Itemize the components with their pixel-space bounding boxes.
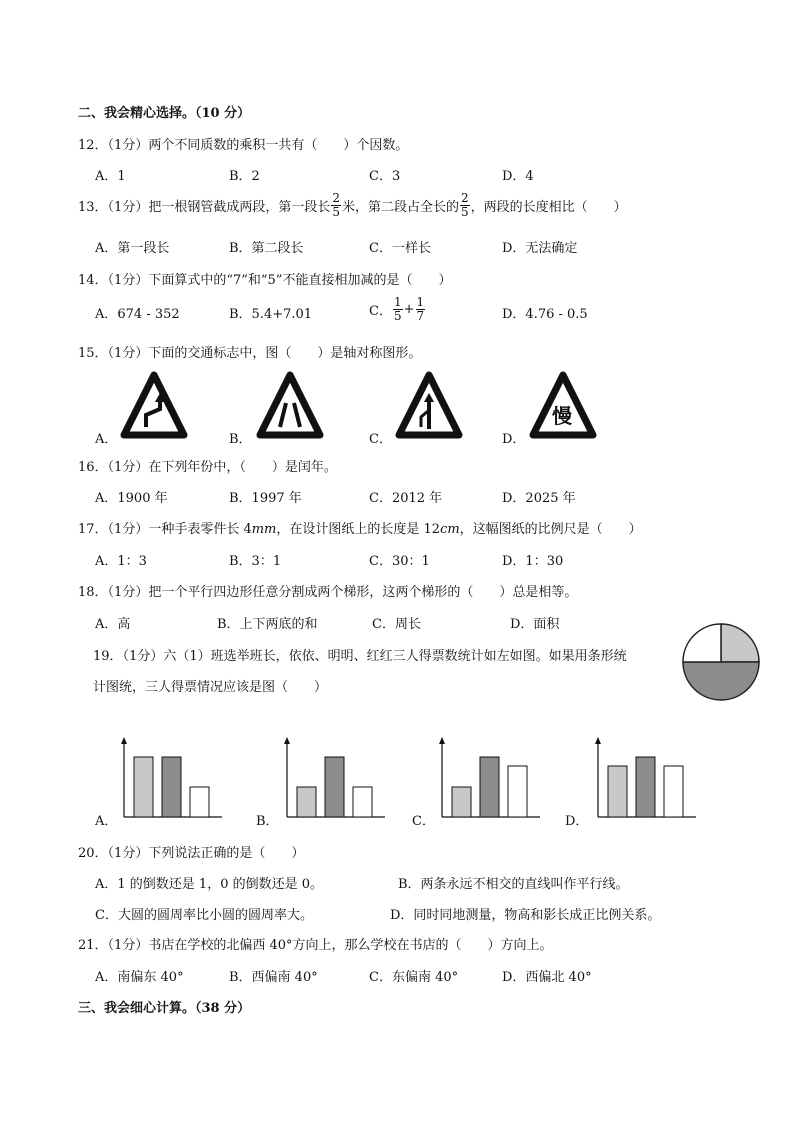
question-17-stem: 17．（1分）一种手表零件长 4mm，在设计图纸上的长度是 12cm，这幅图纸的比例尺是（ ）	[78, 522, 642, 537]
q15-option-b: B．	[229, 432, 252, 447]
bar-1	[452, 787, 471, 817]
pie-slice-1	[721, 624, 759, 662]
bar-3	[190, 787, 209, 817]
unit-mm: mm	[251, 522, 277, 537]
bar-3	[508, 766, 527, 817]
question-14-stem: 14．（1分）下面算式中的“7”和“5”不能直接相加减的是（ ）	[78, 273, 452, 288]
q18-option-a: A．高	[95, 617, 131, 632]
q13-fraction-2: $\frac{2}{5}$	[460, 191, 469, 219]
q13-fraction-1: $\frac{2}{5}$	[332, 191, 340, 219]
q21-option-c: C．东偏南 40°	[369, 970, 459, 985]
pie-slice-2	[683, 662, 759, 700]
q19-option-b: B．	[256, 814, 279, 829]
q13-stem-part-a: 13．（1分）把一根钢管截成两段，第一段长	[78, 200, 331, 215]
section-heading-3: 三、我会细心计算。（38 分）	[78, 1001, 251, 1016]
q20-option-c: C．大圆的圆周率比小圆的圆周率大。	[95, 908, 313, 923]
q16-option-b: B．1997 年	[229, 491, 302, 506]
bar-2	[480, 757, 499, 817]
bar-chart-option-d	[592, 735, 702, 821]
q13-stem-part-c: ，两段的长度相比（ ）	[470, 200, 627, 215]
question-21-stem: 21．（1分）书店在学校的北偏西 40°方向上，那么学校在书店的（ ）方向上。	[78, 938, 553, 953]
y-axis-arrow	[439, 737, 445, 744]
bar-1	[134, 757, 153, 817]
question-19-stem-line-2: 计图统，三人得票情况应该是图（ ）	[93, 680, 328, 695]
q13-option-b: B．第二段长	[229, 241, 304, 256]
q17-option-a: A．1：3	[95, 554, 147, 569]
q21-option-b: B．西偏南 40°	[229, 970, 318, 985]
bar-1	[297, 787, 316, 817]
q20-option-b: B．两条永远不相交的直线叫作平行线。	[398, 877, 629, 892]
y-axis-arrow	[121, 737, 127, 744]
winding-road-sign-icon	[120, 371, 188, 439]
bar-chart-option-a	[118, 735, 228, 821]
bar-3	[664, 766, 683, 817]
section-heading-2: 二、我会精心选择。（10 分）	[78, 106, 251, 121]
q14-c-fraction-1: $\frac{1}{5}$	[393, 295, 402, 323]
q18-option-b: B．上下两底的和	[217, 617, 318, 632]
y-axis-arrow	[284, 737, 290, 744]
bar-1	[608, 766, 627, 817]
q16-option-c: C．2012 年	[369, 491, 443, 506]
q14-c-fraction-2: $\frac{1}{7}$	[416, 295, 425, 323]
q12-option-b: B．2	[229, 169, 260, 184]
question-20-stem: 20．（1分）下列说法正确的是（ ）	[78, 846, 305, 861]
q12-option-c: C．3	[369, 169, 401, 184]
q17-option-d: D．1：30	[502, 554, 564, 569]
vote-pie-chart	[680, 621, 762, 703]
q20-option-a: A．1 的倒数还是 1，0 的倒数还是 0。	[95, 877, 324, 892]
q13-option-d: D．无法确定	[502, 241, 578, 256]
q20-option-d: D．同时同地测量，物高和影长成正比例关系。	[390, 908, 661, 923]
q19-option-d: D．	[565, 814, 589, 829]
slow-sign-character: 慢	[552, 404, 572, 428]
q15-option-a: A．	[95, 432, 118, 447]
q19-option-c: C．	[412, 814, 435, 829]
bar-2	[325, 757, 344, 817]
q17-option-c: C．30：1	[369, 554, 430, 569]
pie-slice-3	[683, 624, 721, 662]
unit-cm: cm	[440, 522, 460, 537]
q14-option-d: D．4.76 - 0.5	[502, 307, 588, 322]
q13-option-c: C．一样长	[369, 241, 431, 256]
q19-option-a: A．	[95, 814, 118, 829]
q13-option-a: A．第一段长	[95, 241, 170, 256]
bar-chart-option-b	[281, 735, 391, 821]
q21-option-d: D．西偏北 40°	[502, 970, 592, 985]
q15-option-d: D．	[502, 432, 526, 447]
q13-stem-part-b: 米，第二段占全长的	[341, 200, 459, 215]
q16-option-a: A．1900 年	[95, 491, 168, 506]
y-axis-arrow	[595, 737, 601, 744]
bar-3	[353, 787, 372, 817]
bar-2	[162, 757, 181, 817]
q15-option-c: C．	[369, 432, 392, 447]
q12-option-a: A．1	[95, 169, 126, 184]
q14-option-b: B．5.4+7.01	[229, 307, 313, 322]
question-15-stem: 15．（1分）下面的交通标志中，图（ ）是轴对称图形。	[78, 346, 422, 361]
question-18-stem: 18．（1分）把一个平行四边形任意分割成两个梯形，这两个梯形的（ ）总是相等。	[78, 585, 578, 600]
bar-2	[636, 757, 655, 817]
q16-option-d: D．2025 年	[502, 491, 576, 506]
merging-traffic-sign-icon	[395, 371, 463, 439]
question-13-stem	[78, 192, 627, 219]
road-narrows-sign-icon	[256, 371, 324, 439]
q21-option-a: A．南偏东 40°	[95, 970, 184, 985]
q17-option-b: B．3：1	[229, 554, 282, 569]
question-19-stem-line-1: 19．（1分）六（1）班选举班长，依依、明明、红红三人得票数统计如左如图。如果用条形统	[93, 649, 627, 664]
q18-option-c: C．周长	[372, 617, 421, 632]
q12-option-d: D．4	[502, 169, 534, 184]
bar-chart-option-c	[436, 735, 546, 821]
question-16-stem: 16．（1分）在下列年份中，（ ）是闰年。	[78, 460, 337, 475]
q18-option-d: D．面积	[510, 617, 560, 632]
question-12-stem: 12．（1分）两个不同质数的乘积一共有（ ）个因数。	[78, 138, 409, 153]
q14-option-a: A．674 - 352	[95, 307, 180, 322]
q14-option-c: C． $\frac{1}{5}$ + $\frac{1}{7}$	[369, 295, 425, 323]
